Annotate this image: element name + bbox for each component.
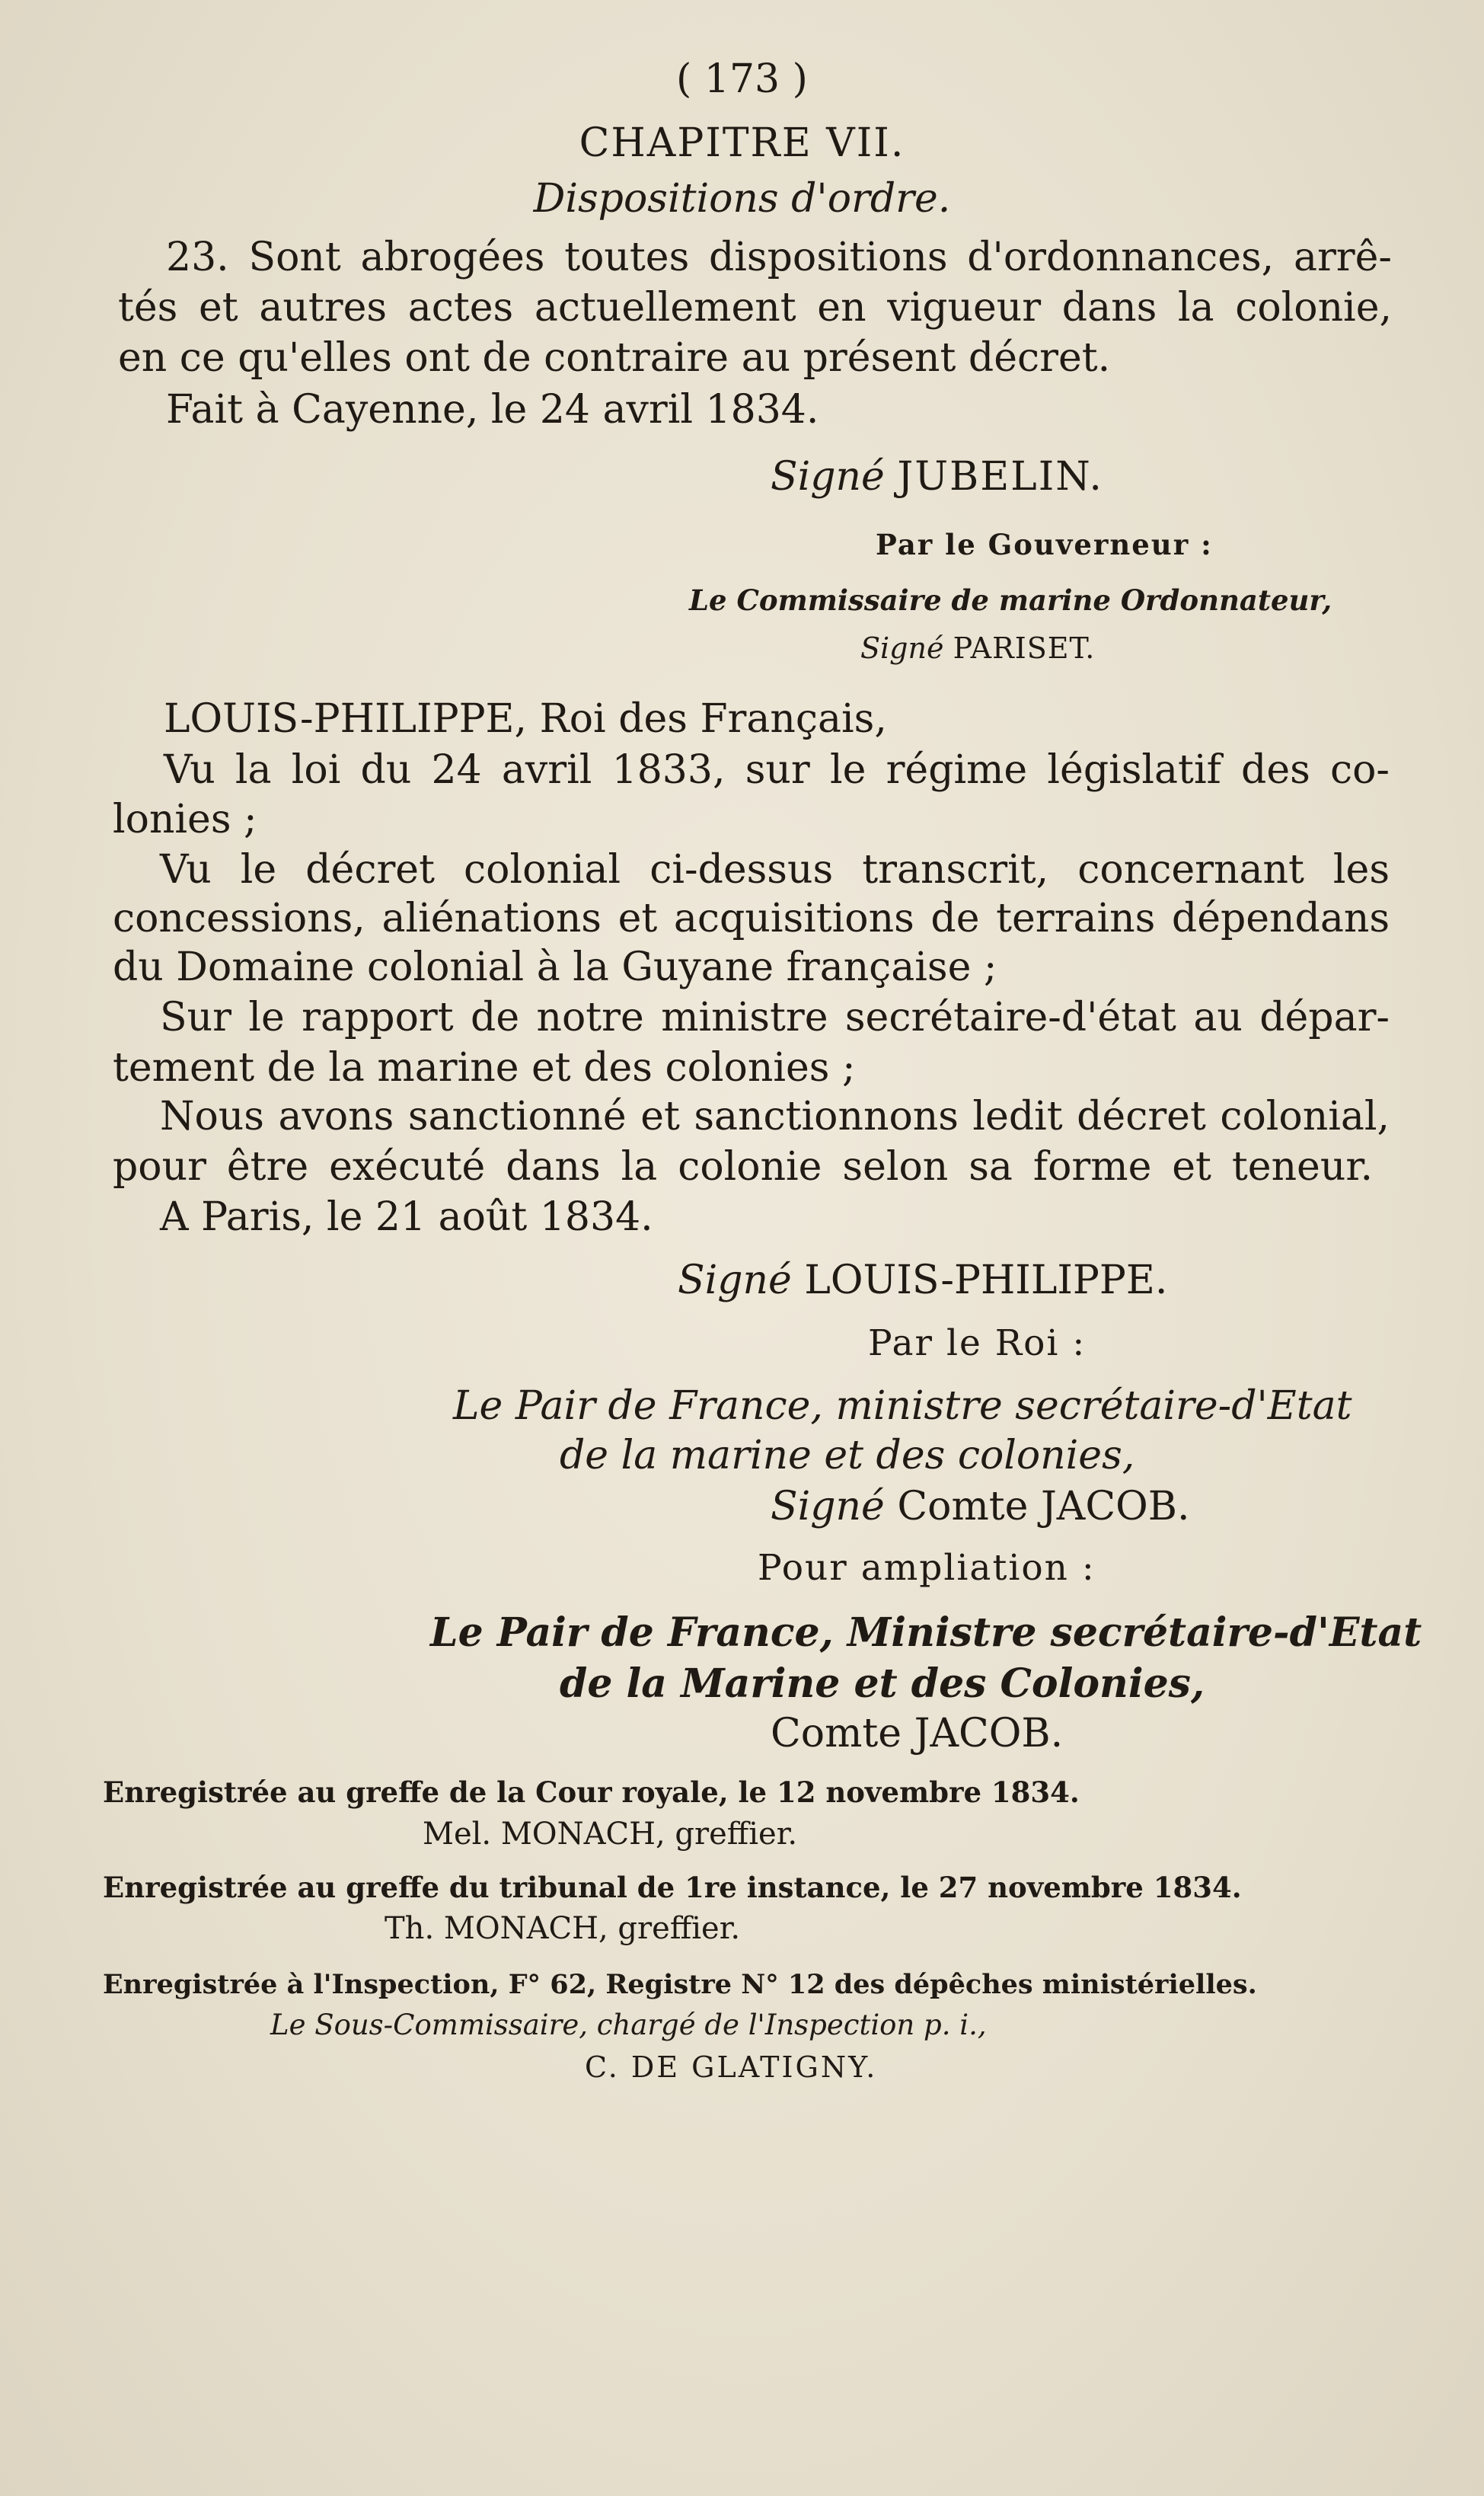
registration-cour: Enregistrée au greffe de la Cour royale, le 12 novembre 1834. xyxy=(103,1775,1080,1809)
king-signature xyxy=(678,1258,1168,1303)
royal-text-line-8: Nous avons sanctionné et sanctionnons ledit décret colonial, xyxy=(160,1094,1390,1139)
decree-place-date: Fait à Cayenne, le 24 avril 1834. xyxy=(166,387,819,433)
king-signed-label: Signé xyxy=(678,1258,792,1303)
minister-signature xyxy=(771,1484,1190,1529)
royal-text-line-10: A Paris, le 21 août 1834. xyxy=(160,1194,653,1240)
royal-text-line-7: tement de la marine et des colonies ; xyxy=(113,1045,856,1091)
page-number: ( 173 ) xyxy=(676,56,808,102)
inspection-commissaire: Le Sous-Commissaire, chargé de l'Inspection p. i., xyxy=(270,2009,987,2041)
signed-label: Signé xyxy=(771,454,885,500)
ampliation-line-1: Le Pair de France, Ministre secrétaire-d'Etat xyxy=(430,1609,1422,1656)
commissaire-signature xyxy=(860,631,1096,665)
registration-inspection: Enregistrée à l'Inspection, F° 62, Registre N° 12 des dépêches ministérielles. xyxy=(103,1969,1257,2000)
governor-by-line: Par le Gouverneur : xyxy=(876,528,1213,561)
registration-tribunal: Enregistrée au greffe du tribunal de 1re instance, le 27 novembre 1834. xyxy=(103,1871,1242,1904)
royal-text-line-5: du Domaine colonial à la Guyane française ; xyxy=(113,944,997,990)
royal-text-line-3: Vu le décret colonial ci-dessus transcrit, concernant les xyxy=(160,847,1390,893)
article-23-line-3: en ce qu'elles ont de contraire au présent décret. xyxy=(118,335,1111,381)
minister-signed-label: Signé xyxy=(771,1484,885,1529)
king-by-line: Par le Roi : xyxy=(868,1322,1087,1364)
article-23-line-1: 23. Sont abrogées toutes dispositions d'ordonnances, arrê- xyxy=(166,235,1392,280)
minister-line-2: de la marine et des colonies, xyxy=(560,1433,1135,1478)
registration-tribunal-clerk: Th. MONACH, greffier. xyxy=(385,1911,741,1946)
chapter-title: CHAPITRE VII. xyxy=(579,120,905,166)
signed-label-2: Signé xyxy=(860,631,944,665)
royal-header: LOUIS-PHILIPPE, Roi des Français, xyxy=(164,696,887,742)
registration-cour-clerk: Mel. MONACH, greffier. xyxy=(423,1817,798,1852)
commissaire-title: Le Commissaire de marine Ordonnateur, xyxy=(689,583,1332,617)
minister-name: Comte JACOB. xyxy=(897,1484,1190,1529)
article-23-line-2: tés et autres actes actuellement en vigueur dans la colonie, xyxy=(118,285,1392,331)
royal-text-line-9: pour être exécuté dans la colonie selon sa forme et teneur. xyxy=(113,1144,1373,1190)
ampliation-line-2: de la Marine et des Colonies, xyxy=(560,1660,1205,1707)
ampliation-name: Comte JACOB. xyxy=(771,1711,1064,1756)
king-name: LOUIS-PHILIPPE. xyxy=(804,1258,1168,1303)
royal-text-line-2: lonies ; xyxy=(113,797,257,842)
royal-text-line-4: concessions, aliénations et acquisitions de terrains dépendans xyxy=(113,896,1390,941)
inspection-signature: C. DE GLATIGNY. xyxy=(585,2050,878,2084)
ampliation-label: Pour ampliation : xyxy=(758,1547,1096,1589)
governor-signature xyxy=(771,454,1103,500)
royal-text-line-1: Vu la loi du 24 avril 1833, sur le régime législatif des co- xyxy=(164,747,1390,793)
chapter-subtitle: Dispositions d'ordre. xyxy=(533,176,951,222)
commissaire-name: PARISET. xyxy=(953,631,1096,665)
royal-text-line-6: Sur le rapport de notre ministre secrétaire-d'état au dépar- xyxy=(160,995,1390,1040)
governor-name: JUBELIN. xyxy=(897,454,1103,500)
minister-line-1: Le Pair de France, ministre secrétaire-d'Etat xyxy=(453,1383,1352,1429)
